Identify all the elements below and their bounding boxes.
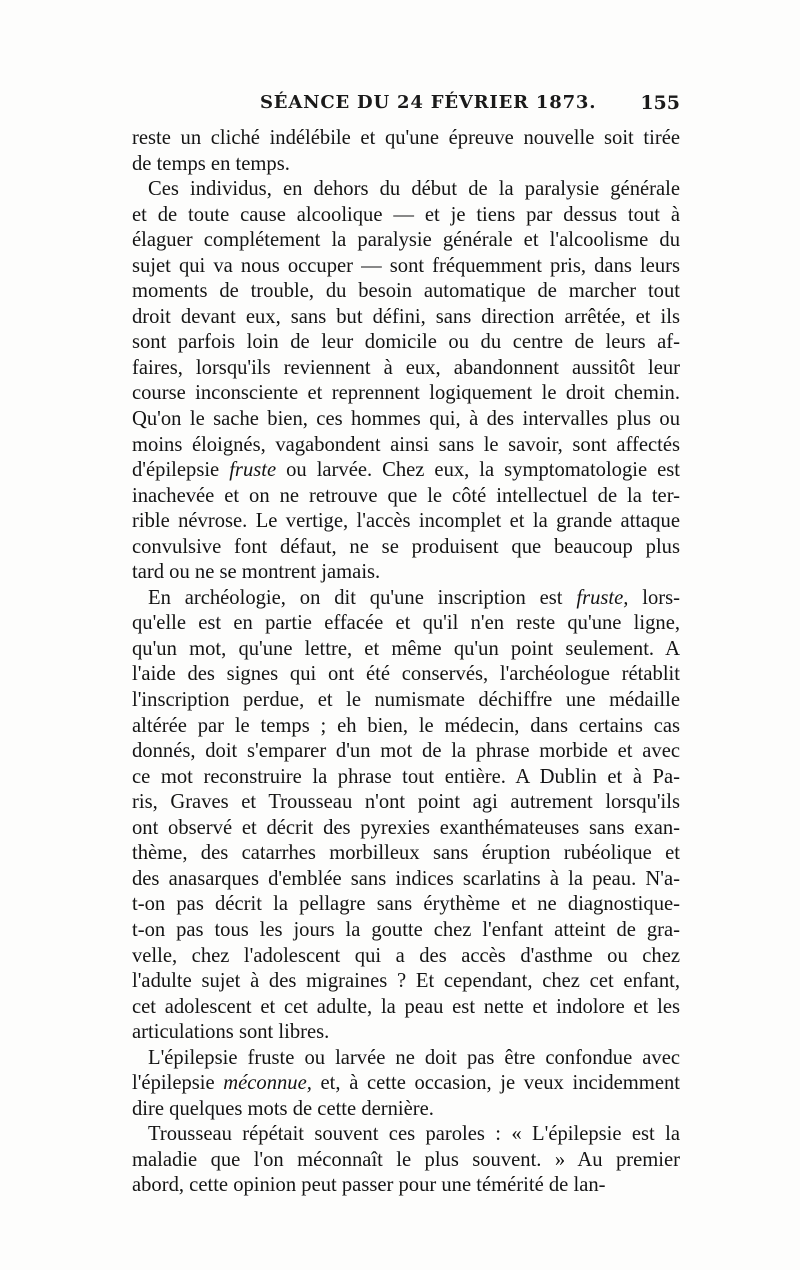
text-line: [132, 484, 680, 510]
text-segment: droit devant eux, sans but défini, sans direction arrêtée, et ils: [132, 305, 680, 328]
text-segment: L'épilepsie fruste ou larvée ne doit pas être confondue avec: [148, 1046, 680, 1069]
text-segment: lors-: [628, 586, 680, 609]
text-segment: l'inscription perdue, et le numismate déchiffre une médaille: [132, 689, 680, 712]
text-line: [132, 381, 680, 407]
text-line: [132, 330, 680, 356]
text-line: [132, 458, 680, 484]
text-line: [132, 126, 680, 152]
text-line: [132, 152, 680, 178]
running-head: SÉANCE DU 24 FÉVRIER 1873.: [260, 92, 597, 113]
text-line: [132, 535, 680, 561]
text-line: [132, 560, 680, 586]
text-segment: ou larvée. Chez eux, la symptomatologie est: [276, 459, 680, 482]
text-segment: En archéologie, on dit qu'une inscription est: [148, 586, 577, 609]
text-line: [132, 1122, 680, 1148]
text-line: [132, 892, 680, 918]
text-segment: articulations sont libres.: [132, 1021, 330, 1044]
text-segment: élaguer complétement la paralysie générale et l'alcoolisme du: [132, 229, 680, 252]
text-line: [132, 356, 680, 382]
italic-term: fruste,: [576, 586, 629, 609]
text-segment: des anasarques d'emblée sans indices scarlatins à la peau. N'a-: [132, 867, 680, 890]
paragraph: [132, 1122, 680, 1199]
text-line: [132, 611, 680, 637]
text-segment: abord, cette opinion peut passer pour une témérité de lan-: [132, 1174, 606, 1197]
text-line: [132, 765, 680, 791]
text-line: [132, 688, 680, 714]
text-line: [132, 816, 680, 842]
paragraph: [132, 177, 680, 586]
text-line: [132, 254, 680, 280]
text-segment: d'épilepsie: [132, 459, 230, 482]
text-line: [132, 1071, 680, 1097]
text-line: [132, 790, 680, 816]
text-line: [132, 407, 680, 433]
text-segment: Ces individus, en dehors du début de la paralysie générale: [148, 178, 680, 201]
text-segment: rible névrose. Le vertige, l'accès incomplet et la grande attaque: [132, 510, 680, 533]
text-segment: tard ou ne se montrent jamais.: [132, 561, 381, 584]
text-segment: Qu'on le sache bien, ces hommes qui, à des intervalles plus ou: [132, 408, 680, 431]
text-line: [132, 714, 680, 740]
text-segment: et, à cette occasion, je veux incidemment: [311, 1072, 680, 1095]
paragraph: [132, 1046, 680, 1123]
text-segment: de temps en temps.: [132, 152, 290, 175]
text-segment: course inconsciente et reprennent logiquement le droit chemin.: [132, 382, 680, 405]
text-segment: dire quelques mots de cette dernière.: [132, 1097, 434, 1120]
text-segment: l'épilepsie: [132, 1072, 224, 1095]
text-line: [132, 637, 680, 663]
paragraph: [132, 126, 680, 177]
text-segment: qu'elle est en partie effacée et qu'il n'en reste qu'une ligne,: [132, 612, 680, 635]
text-segment: ont observé et décrit des pyrexies exanthémateuses sans exan-: [132, 816, 680, 839]
text-line: [132, 509, 680, 535]
text-segment: t-on pas décrit la pellagre sans érythème et ne diagnostique-: [132, 893, 680, 916]
text-line: [132, 867, 680, 893]
text-line: [132, 586, 680, 612]
text-line: [132, 1148, 680, 1174]
text-line: [132, 969, 680, 995]
italic-term: fruste: [229, 459, 277, 482]
text-line: [132, 1020, 680, 1046]
text-segment: et de toute cause alcoolique — et je tiens par dessus tout à: [132, 203, 680, 226]
text-segment: velle, chez l'adolescent qui a des accès d'asthme ou chez: [132, 944, 680, 967]
text-segment: ce mot reconstruire la phrase tout entière. A Dublin et à Pa-: [132, 765, 680, 788]
italic-term: méconnue,: [223, 1072, 312, 1095]
text-line: [132, 739, 680, 765]
text-segment: altérée par le temps ; eh bien, le médecin, dans certains cas: [132, 714, 680, 737]
text-segment: donnés, doit s'emparer d'un mot de la phrase morbide et avec: [132, 740, 680, 763]
text-line: [132, 1097, 680, 1123]
text-segment: moments de trouble, du besoin automatique de marcher tout: [132, 280, 680, 303]
text-line: [132, 662, 680, 688]
text-line: [132, 918, 680, 944]
text-line: [132, 305, 680, 331]
text-segment: thème, des catarrhes morbilleux sans éruption rubéolique et: [132, 842, 680, 865]
page-number: 155: [640, 92, 680, 114]
text-segment: cet adolescent et cet adulte, la peau est nette et indolore et les: [132, 995, 680, 1018]
page-header: [132, 92, 680, 118]
text-segment: sujet qui va nous occuper — sont fréquemment pris, dans leurs: [132, 254, 680, 277]
text-line: [132, 1046, 680, 1072]
text-line: [132, 279, 680, 305]
text-line: [132, 203, 680, 229]
text-segment: convulsive font défaut, ne se produisent que beaucoup plus: [132, 535, 680, 558]
text-segment: l'aide des signes qui ont été conservés, l'archéologue rétablit: [132, 663, 680, 686]
text-line: [132, 177, 680, 203]
text-line: [132, 995, 680, 1021]
text-segment: reste un cliché indélébile et qu'une épreuve nouvelle soit tirée: [132, 127, 680, 149]
text-line: [132, 1173, 680, 1199]
text-line: [132, 841, 680, 867]
text-segment: inachevée et on ne retrouve que le côté intellectuel de la ter-: [132, 484, 680, 507]
text-line: [132, 433, 680, 459]
text-segment: ris, Graves et Trousseau n'ont point agi autrement lorsqu'ils: [132, 791, 680, 814]
text-segment: maladie que l'on méconnaît le plus souvent. » Au premier: [132, 1148, 680, 1171]
text-segment: sont parfois loin de leur domicile ou du centre de leurs af-: [132, 331, 680, 354]
text-segment: faires, lorsqu'ils reviennent à eux, abandonnent aussitôt leur: [132, 356, 680, 379]
paragraph: [132, 586, 680, 1046]
text-line: [132, 944, 680, 970]
text-segment: moins éloignés, vagabondent ainsi sans le savoir, sont affectés: [132, 433, 680, 456]
text-segment: Trousseau répétait souvent ces paroles : « L'épilepsie est la: [148, 1123, 680, 1146]
body-text: [132, 126, 680, 1199]
text-segment: t-on pas tous les jours la goutte chez l'enfant atteint de gra-: [132, 918, 680, 941]
text-line: [132, 228, 680, 254]
text-segment: l'adulte sujet à des migraines ? Et cependant, chez cet enfant,: [132, 970, 680, 993]
text-segment: qu'un mot, qu'une lettre, et même qu'un point seulement. A: [132, 637, 680, 660]
